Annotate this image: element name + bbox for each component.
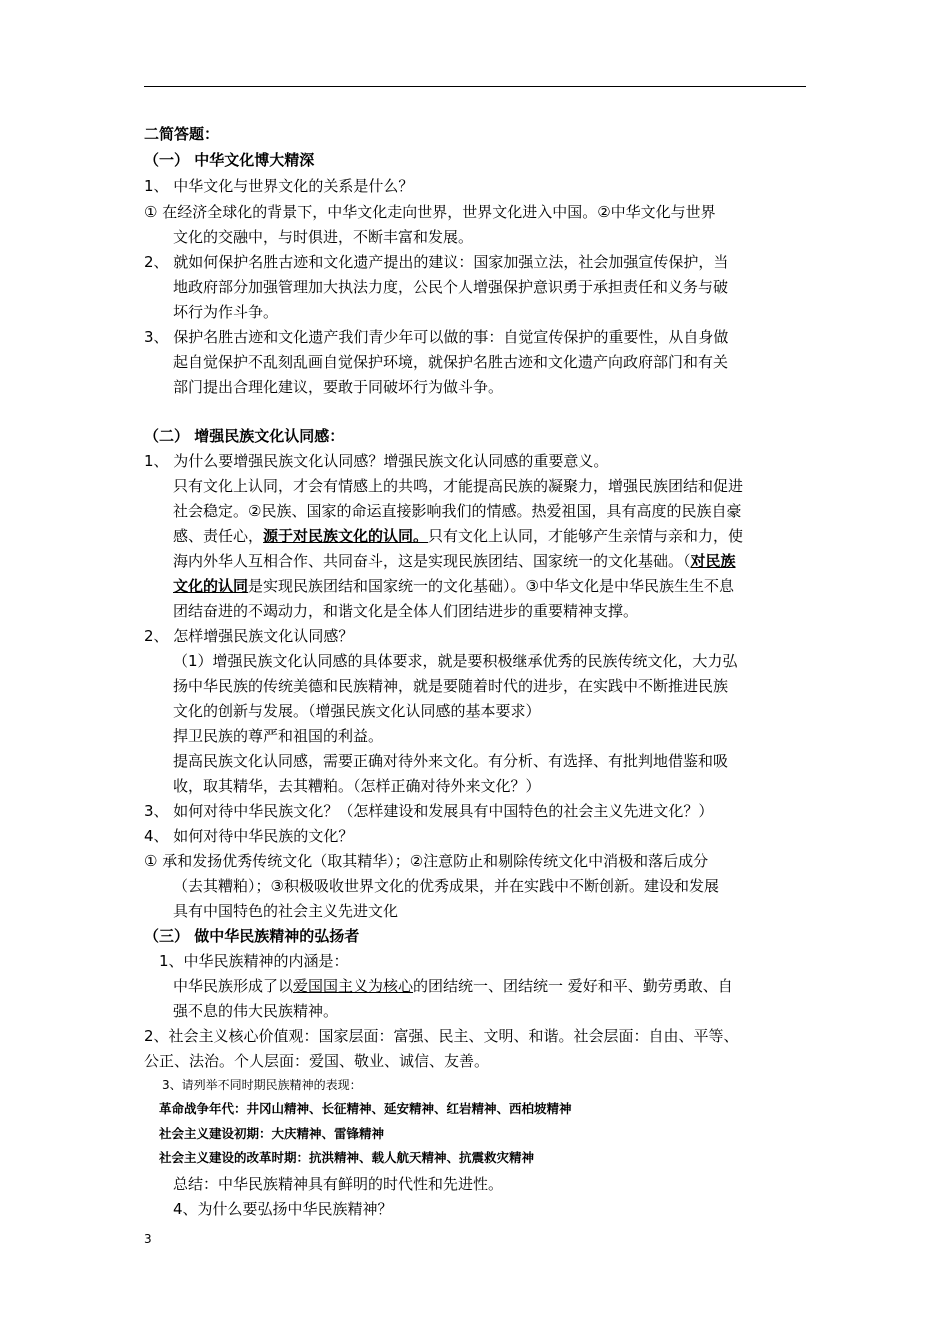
header-rule [144, 86, 806, 87]
heading-3: （三） 做中华民族精神的弘扬者 [144, 927, 360, 945]
answer-2-2-line-4: 捍卫民族的尊严和祖国的利益。 [173, 727, 384, 745]
question-1-3-line-3: 部门提出合理化建议，要敢于同破坏行为做斗争。 [173, 378, 504, 396]
answer-2-4-line-2: （去其糟粕）；③积极吸收世界文化的优秀成果，并在实践中不断创新。建设和发展 [173, 877, 719, 895]
question-1-3-line-1: 3、 保护名胜古迹和文化遗产我们青少年可以做的事：自觉宣传保护的重要性，从自身做 [144, 328, 729, 346]
answer-2-1-line-3 [173, 526, 743, 546]
answer-2-1-line-4 [173, 551, 736, 571]
heading-2: （二） 增强民族文化认同感： [144, 427, 345, 445]
question-1-2-line-2: 地政府部分加强管理加大执法力度，公民个人增强保护意识勇于承担责任和义务与破 [173, 278, 729, 296]
question-1-1: 1、 中华文化与世界文化的关系是什么？ [144, 177, 414, 195]
heading-1: （一） 中华文化博大精深 [144, 151, 315, 169]
question-2-2: 2、 怎样增强民族文化认同感？ [144, 627, 354, 645]
question-1-2-line-3: 坏行为作斗争。 [173, 303, 279, 321]
answer-text: 是实现民族团结和国家统一的文化基础）。③中华文化是中华民族生生不息 [248, 577, 734, 595]
question-3-2-line-1: 2、社会主义核心价值观：国家层面：富强、民主、文明、和谐。社会层面：自由、平等、 [144, 1027, 739, 1045]
answer-2-1-line-2: 社会稳定。②民族、国家的命运直接影响我们的情感。热爱祖国，具有高度的民族自豪 [173, 502, 742, 520]
answer-2-2-line-2: 扬中华民族的传统美德和民族精神，就是要随着时代的进步，在实践中不断推进民族 [173, 677, 729, 695]
summary: 总结：中华民族精神具有鲜明的时代性和先进性。 [173, 1175, 504, 1193]
answer-2-4-line-1: ① 承和发扬优秀传统文化（取其精华）；②注意防止和剔除传统文化中消极和落后成分 [144, 852, 709, 870]
emphasis-text: 源于对民族文化的认同。 [263, 527, 429, 545]
question-3-4: 4、为什么要弘扬中华民族精神？ [173, 1200, 393, 1218]
answer-3-1-line-1 [173, 976, 733, 996]
answer-1-1-line-1: ① 在经济全球化的背景下，中华文化走向世界，世界文化进入中国。②中华文化与世界 [144, 203, 716, 221]
emphasis-text: 对民族 [690, 552, 736, 570]
example-early-construction: 社会主义建设初期：大庆精神、雷锋精神 [159, 1126, 385, 1141]
answer-2-2-line-5: 提高民族文化认同感，需要正确对待外来文化。有分析、有选择、有批判地借鉴和吸 [173, 752, 729, 770]
answer-text: 中华民族形成了以 [173, 977, 294, 995]
question-3-2-line-2: 公正、法治。个人层面：爱国、敬业、诚信、友善。 [144, 1052, 490, 1070]
answer-2-2-line-3: 文化的创新与发展。（增强民族文化认同感的基本要求） [173, 702, 541, 720]
answer-2-1-line-1: 只有文化上认同，才会有情感上的共鸣，才能提高民族的凝聚力，增强民族团结和促进 [173, 477, 744, 495]
answer-text: 海内外华人互相合作、共同奋斗，这是实现民族团结、国家统一的文化基础。（ [173, 552, 691, 570]
section-title: 二简答题： [144, 125, 220, 143]
answer-2-1-line-5 [173, 576, 734, 596]
page-number: 3 [144, 1232, 152, 1246]
answer-text: 感、责任心， [173, 527, 264, 545]
answer-2-4-line-3: 具有中国特色的社会主义先进文化 [173, 902, 399, 920]
answer-2-2-line-1: （1）增强民族文化认同感的具体要求，就是要积极继承优秀的民族传统文化，大力弘 [173, 652, 738, 670]
question-2-4: 4、 如何对待中华民族的文化？ [144, 827, 354, 845]
answer-text: 的团结统一、团结统一 爱好和平、勤劳勇敢、自 [413, 977, 733, 995]
question-3-3: 3、请列举不同时期民族精神的表现： [162, 1078, 362, 1092]
question-1-3-line-2: 起自觉保护不乱刻乱画自觉保护环境，就保护名胜古迹和文化遗产向政府部门和有关 [173, 353, 729, 371]
question-2-3: 3、 如何对待中华民族文化？（怎样建设和发展具有中国特色的社会主义先进文化？） [144, 802, 714, 820]
example-reform-era: 社会主义建设的改革时期：抗洪精神、载人航天精神、抗震救灾精神 [159, 1150, 535, 1165]
question-2-1: 1、 为什么要增强民族文化认同感？增强民族文化认同感的重要意义。 [144, 452, 609, 470]
answer-1-1-line-2: 文化的交融中，与时俱进，不断丰富和发展。 [173, 228, 474, 246]
emphasis-text: 文化的认同 [173, 577, 249, 595]
question-1-2-line-1: 2、 就如何保护名胜古迹和文化遗产提出的建议：国家加强立法，社会加强宣传保护，当 [144, 253, 729, 271]
example-revolutionary-era: 革命战争年代：井冈山精神、长征精神、延安精神、红岩精神、西柏坡精神 [159, 1101, 572, 1116]
question-3-1: 1、中华民族精神的内涵是： [159, 952, 349, 970]
underlined-text: 爱国国主义为核心 [293, 977, 414, 995]
answer-3-1-line-2: 强不息的伟大民族精神。 [173, 1002, 339, 1020]
answer-2-1-line-6: 团结奋进的不竭动力，和谐文化是全体人们团结进步的重要精神支撑。 [173, 602, 639, 620]
answer-2-2-line-6: 收，取其精华，去其糟粕。（怎样正确对待外来文化？） [173, 777, 541, 795]
answer-text: 只有文化上认同，才能够产生亲情与亲和力，使 [428, 527, 744, 545]
